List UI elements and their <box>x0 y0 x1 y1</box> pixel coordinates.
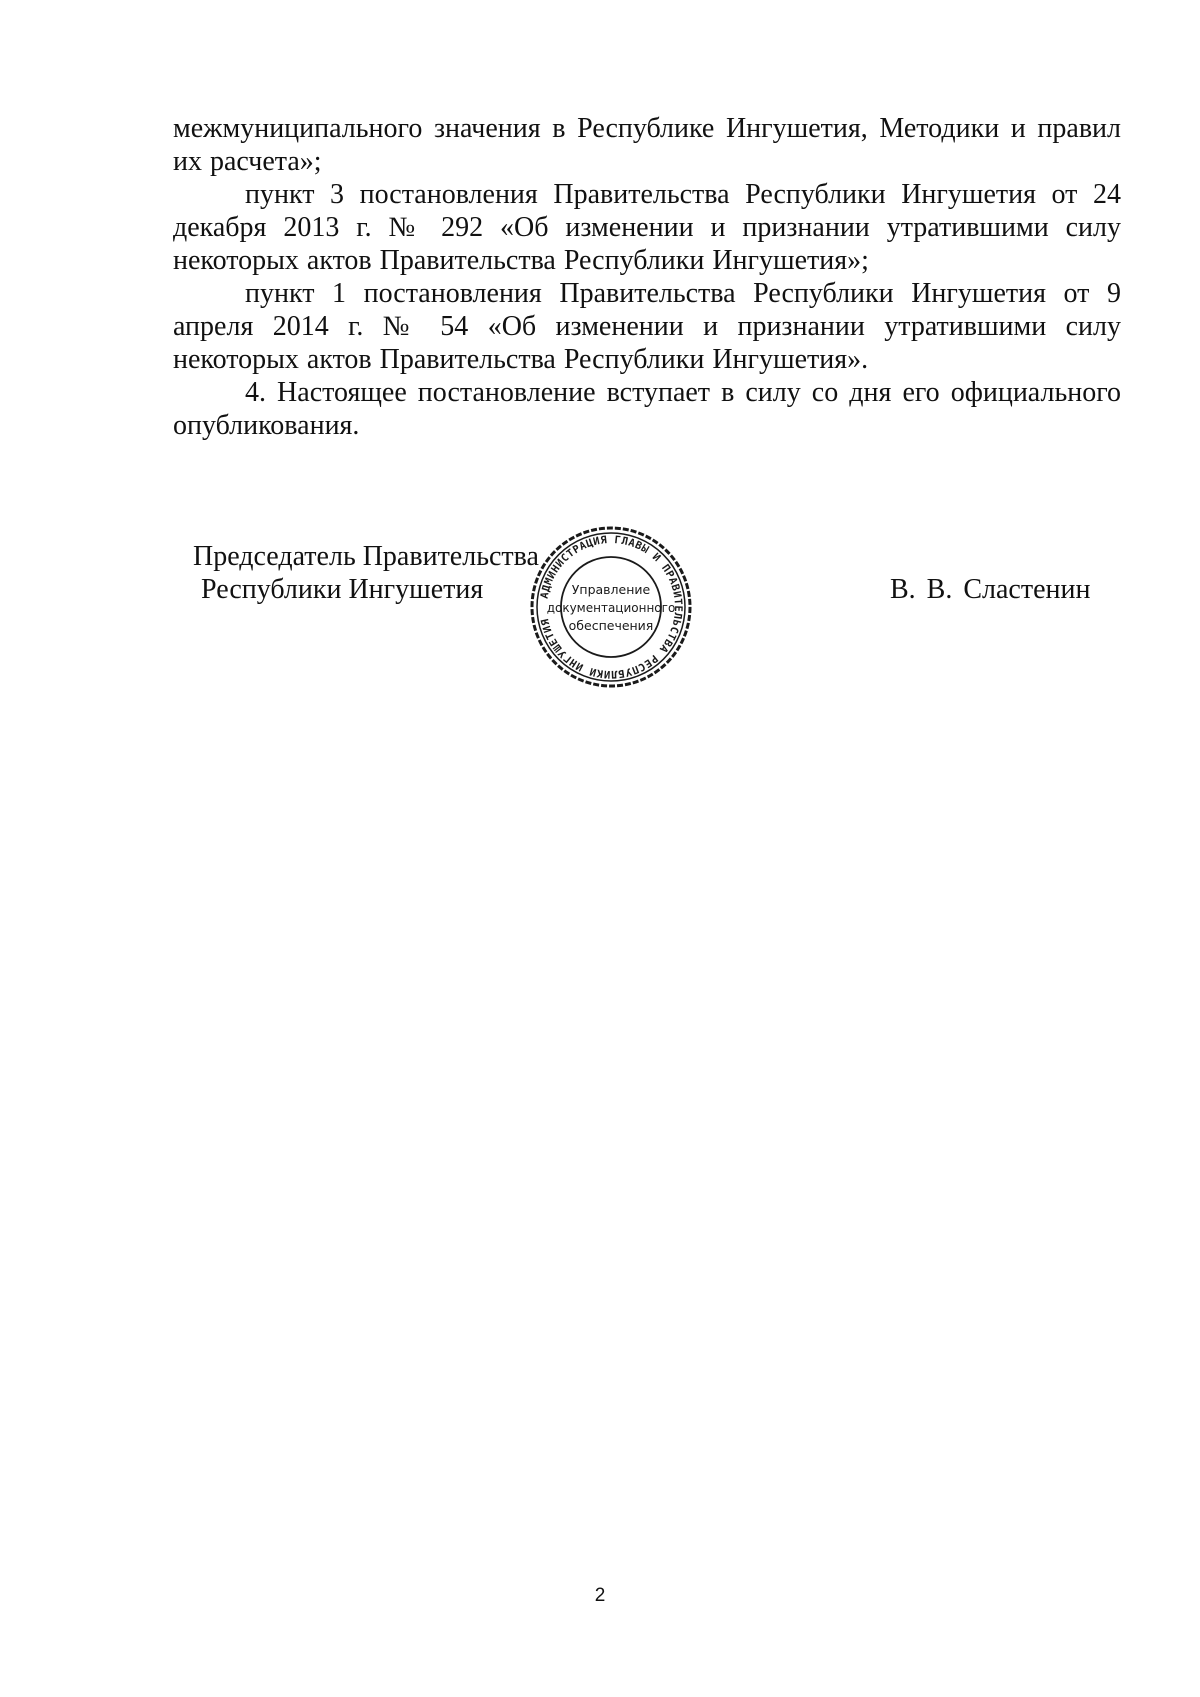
paragraph-item-3: пункт 3 постановления Правительства Республики Ингушетия от 24 декабря 2013 г. № 292 «Об изменении и признании утратившими силу некоторых актов Правительства Республики Ингушетия»; <box>173 179 1121 276</box>
signatory-name: В. В. Сластенин <box>890 574 1091 605</box>
document-body <box>173 112 1121 442</box>
paragraph-continuation: межмуниципального значения в Республике Ингушетия, Методики и правил их расчета»; <box>173 113 1121 177</box>
paragraph-clause-4: 4. Настоящее постановление вступает в силу со дня его официального опубликования. <box>173 377 1121 441</box>
signatory-title-line1: Председатель Правительства <box>193 541 539 572</box>
stamp-center-line1: Управление <box>571 582 651 597</box>
official-stamp-seal <box>528 524 694 690</box>
stamp-center-line3: обеспечения <box>568 618 654 633</box>
page-number: 2 <box>594 1585 606 1606</box>
paragraph-item-1: пункт 1 постановления Правительства Республики Ингушетия от 9 апреля 2014 г. № 54 «Об изменении и признании утратившими силу некоторых актов Правительства Республики Ингушетия». <box>173 278 1121 375</box>
stamp-center-line2: документационного <box>546 601 676 615</box>
signatory-title <box>193 540 539 606</box>
stamp-seal-icon <box>528 524 694 690</box>
stamp-ring-text: АДМИНИСТРАЦИЯ ГЛАВЫ И ПРАВИТЕЛЬСТВА РЕСПУБЛИКИ ИНГУШЕТИЯ <box>538 533 685 681</box>
signatory-title-line2: Республики Ингушетия <box>201 574 484 605</box>
